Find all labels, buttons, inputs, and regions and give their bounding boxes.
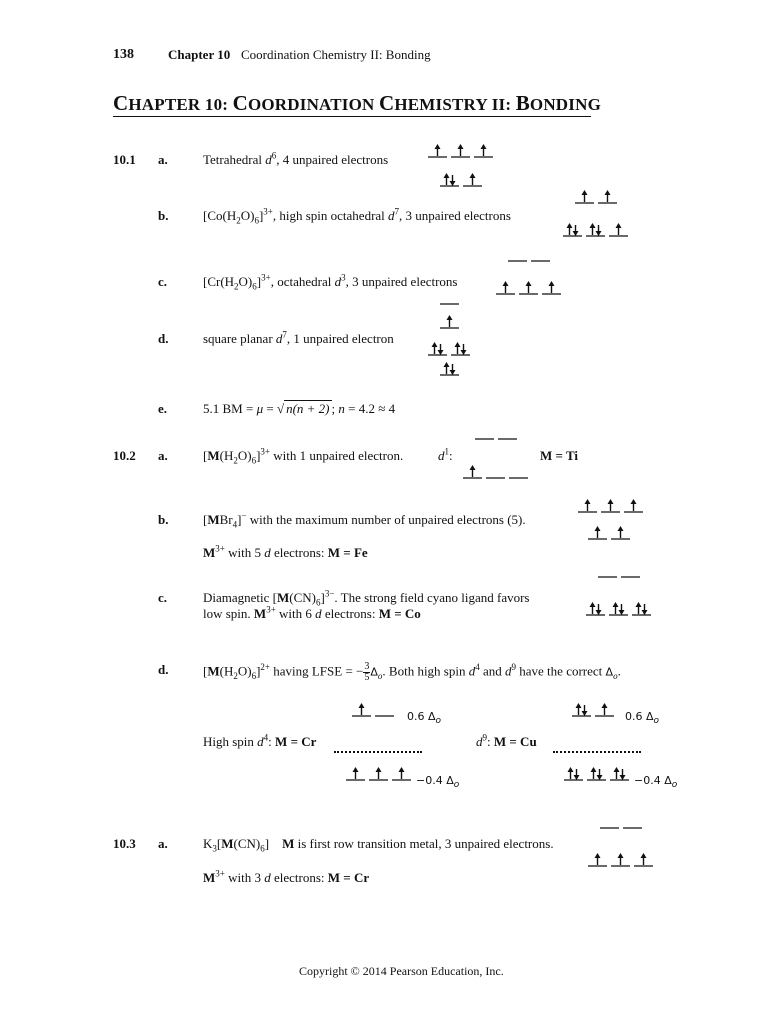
arrowhead [591,767,597,772]
arrowhead [399,767,405,772]
part-label: c. [158,590,168,605]
barycenter-line [334,751,422,753]
arrowhead [596,610,602,615]
part-text: low spin. $M^{3+}$ with 6 d electrons: M = Co [203,604,421,621]
part-label: d. [158,331,169,346]
magnetic-moment-equation: 5.1 BM = μ = √ n(n + 2) ; n = 4.2 ≈ 4 [203,401,396,416]
t2g-energy-label: −0.4 $\Delta_o$ [634,774,678,791]
arrowhead [596,231,602,236]
barycenter-line [553,751,641,753]
part-label: a. [158,448,168,463]
arrowhead [576,703,582,708]
arrowhead [359,703,365,708]
arrowhead [444,362,450,367]
part-text: square planar $d^7$, 1 unpaired electron [203,329,394,346]
arrowhead [582,190,588,195]
answer: M = Ti [540,448,578,463]
orbital-diagram [564,762,634,784]
arrowhead [595,853,601,858]
eg-energy-label: 0.6 $\Delta_o$ [625,710,660,727]
part-label: a. [158,836,168,851]
arrowhead [376,767,382,772]
arrowhead [458,144,464,149]
part-text: $K_3[M(CN)_6]$ M is first row transition metal, 3 unpaired electrons. [203,836,554,854]
part-label: a. [158,152,168,167]
arrowhead [590,223,596,228]
arrowhead [432,342,438,347]
orbital-diagram [572,698,622,720]
orbital-diagram [428,140,498,192]
arrowhead [585,499,591,504]
arrowhead [470,465,476,470]
orbital-diagram [563,184,633,240]
copyright-footer: Copyright © 2014 Pearson Education, Inc. [299,964,504,978]
arrowhead [605,190,611,195]
arrowhead [618,853,624,858]
problem-number: 10.2 [113,448,136,463]
orbital-diagram [496,256,566,298]
arrowhead [549,281,555,286]
part-label: c. [158,274,168,289]
arrowhead [613,602,619,607]
arrowhead [450,370,456,375]
arrowhead [614,767,620,772]
orbital-diagram [586,573,656,619]
part-text: $[M(H_2O)_6]^{2+}$ having LFSE = − $\frac{3}{5}$ $\Delta_o$. Both high spin $d^4$ and $d^9$ have the correct $\Delta_o$. [203,661,621,683]
arrowhead [595,526,601,531]
arrowhead [503,281,509,286]
arrowhead [574,775,580,780]
arrowhead [568,767,574,772]
chapter-title: CHAPTER 10: COORDINATION CHEMISTRY II: BONDING [113,91,601,115]
arrowhead [636,602,642,607]
electron-config-label: $d^1$: [438,446,453,463]
part-text: Diamagnetic $[M(CN)_6]^{3-}$. The strong field cyano ligand favors [203,588,530,608]
arrowhead [450,181,456,186]
arrowhead [481,144,487,149]
arrowhead [631,499,637,504]
arrowhead [618,526,624,531]
arrowhead [435,144,441,149]
arrowhead [642,610,648,615]
part-label: d. [158,662,169,677]
part-text: $M^{3+}$ with 5 d electrons: M = Fe [203,543,368,560]
high-spin-label: High spin $d^4$: M = Cr [203,732,317,749]
arrowhead [641,853,647,858]
arrowhead [619,610,625,615]
part-label: b. [158,512,169,527]
part-text: $[Co(H_2O)_6]^{3+}$, high spin octahedral $d^7$, 3 unpaired electrons [203,206,511,226]
orbital-diagram [588,824,658,870]
problem-number: 10.3 [113,836,136,851]
arrowhead [438,350,444,355]
arrowhead [602,703,608,708]
title-underline [113,116,591,117]
arrowhead [447,315,453,320]
arrowhead [616,223,622,228]
arrowhead [470,173,476,178]
part-text: [MBr$_4$]− with the maximum number of unpaired electrons (5). [203,510,526,530]
part-text: Tetrahedral $d^6$, 4 unpaired electrons [203,150,389,167]
eg-energy-label: 0.6 $\Delta_o$ [407,710,442,727]
orbital-diagram [428,300,478,380]
page-number: 138 [113,47,134,62]
d9-label: $d^9$: M = Cu [476,732,537,749]
arrowhead [597,775,603,780]
arrowhead [353,767,359,772]
orbital-diagram [578,495,648,543]
arrowhead [455,342,461,347]
orbital-diagram [346,762,416,784]
part-text: $[M(H_2O)_6]^{3+}$ with 1 unpaired electron. [203,446,404,466]
arrowhead [567,223,573,228]
arrowhead [608,499,614,504]
t2g-energy-label: −0.4 $\Delta_o$ [416,774,460,791]
arrowhead [590,602,596,607]
part-text: $[Cr(H_2O)_6]^{3+}$, octahedral $d^3$, 3 unpaired electrons [203,272,458,292]
arrowhead [526,281,532,286]
orbital-diagram [463,436,533,482]
arrowhead [461,350,467,355]
part-label: e. [158,401,168,416]
arrowhead [573,231,579,236]
arrowhead [620,775,626,780]
part-label: b. [158,208,169,223]
arrowhead [582,711,588,716]
running-chapter: Chapter 10 [168,47,231,62]
orbital-diagram [352,698,402,720]
running-title: Coordination Chemistry II: Bonding [241,47,431,62]
part-text: $M^{3+}$ with 3 d electrons: M = Cr [203,868,370,885]
problem-number: 10.1 [113,152,136,167]
arrowhead [444,173,450,178]
